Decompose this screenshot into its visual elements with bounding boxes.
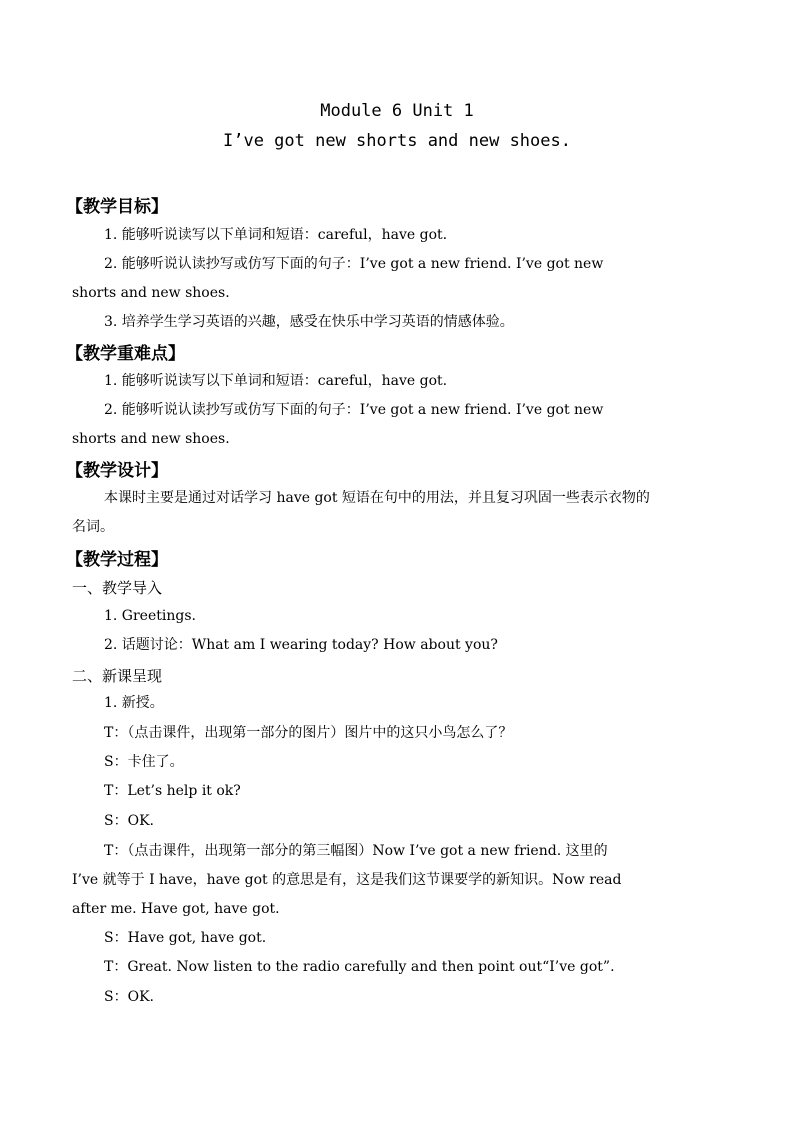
module-title: Module 6 Unit 1 <box>320 101 474 121</box>
lesson-title: I’ve got new shorts and new shoes. <box>223 131 571 151</box>
part2-line: S：OK. <box>104 813 154 829</box>
part1-line: 1. Greetings. <box>104 608 196 624</box>
objectives-heading: 【教学目标】 <box>66 197 168 217</box>
part2-line: T：Let’s help it ok? <box>104 783 241 799</box>
part2-line: S：OK. <box>104 989 154 1005</box>
objective-line: 1. 能够听说读写以下单词和短语：careful，have got. <box>104 227 448 243</box>
keypoint-line: 2. 能够听说认读抄写或仿写下面的句子：I’ve got a new friend. I’ve got new <box>104 402 604 418</box>
keypoint-line: 1. 能够听说读写以下单词和短语：careful，have got. <box>104 373 448 389</box>
design-line: 名词。 <box>72 519 114 535</box>
design-line: 本课时主要是通过对话学习 have got 短语在句中的用法，并且复习巩固一些表示衣物的 <box>104 490 650 506</box>
part2-title: 二、新课呈现 <box>72 667 163 685</box>
objective-line: shorts and new shoes. <box>72 285 230 301</box>
part1-title: 一、教学导入 <box>72 579 163 597</box>
part2-line: I’ve 就等于 I have，have got 的意思是有，这是我们这节课要学的新知识。Now read <box>72 872 622 888</box>
part2-line: S：卡住了。 <box>104 754 184 770</box>
objective-line: 3. 培养学生学习英语的兴趣，感受在快乐中学习英语的情感体验。 <box>104 314 514 330</box>
part2-line: 1. 新授。 <box>104 695 164 711</box>
design-heading: 【教学设计】 <box>66 461 168 481</box>
part2-line: T：（点击课件，出现第一部分的第三幅图）Now I’ve got a new friend. 这里的 <box>104 843 608 859</box>
part2-line: S：Have got, have got. <box>104 930 267 946</box>
process-heading: 【教学过程】 <box>66 550 168 570</box>
objective-line: 2. 能够听说认读抄写或仿写下面的句子：I’ve got a new friend. I’ve got new <box>104 256 604 272</box>
keypoints-heading: 【教学重难点】 <box>66 344 185 364</box>
part2-line: T：Great. Now listen to the radio carefully and then point out“I’ve got”. <box>104 959 615 975</box>
part2-line: after me. Have got, have got. <box>72 901 280 917</box>
part1-line: 2. 话题讨论：What am I wearing today? How about you? <box>104 637 498 653</box>
keypoint-line: shorts and new shoes. <box>72 431 230 447</box>
part2-line: T：（点击课件，出现第一部分的图片）图片中的这只小鸟怎么了？ <box>104 725 513 741</box>
